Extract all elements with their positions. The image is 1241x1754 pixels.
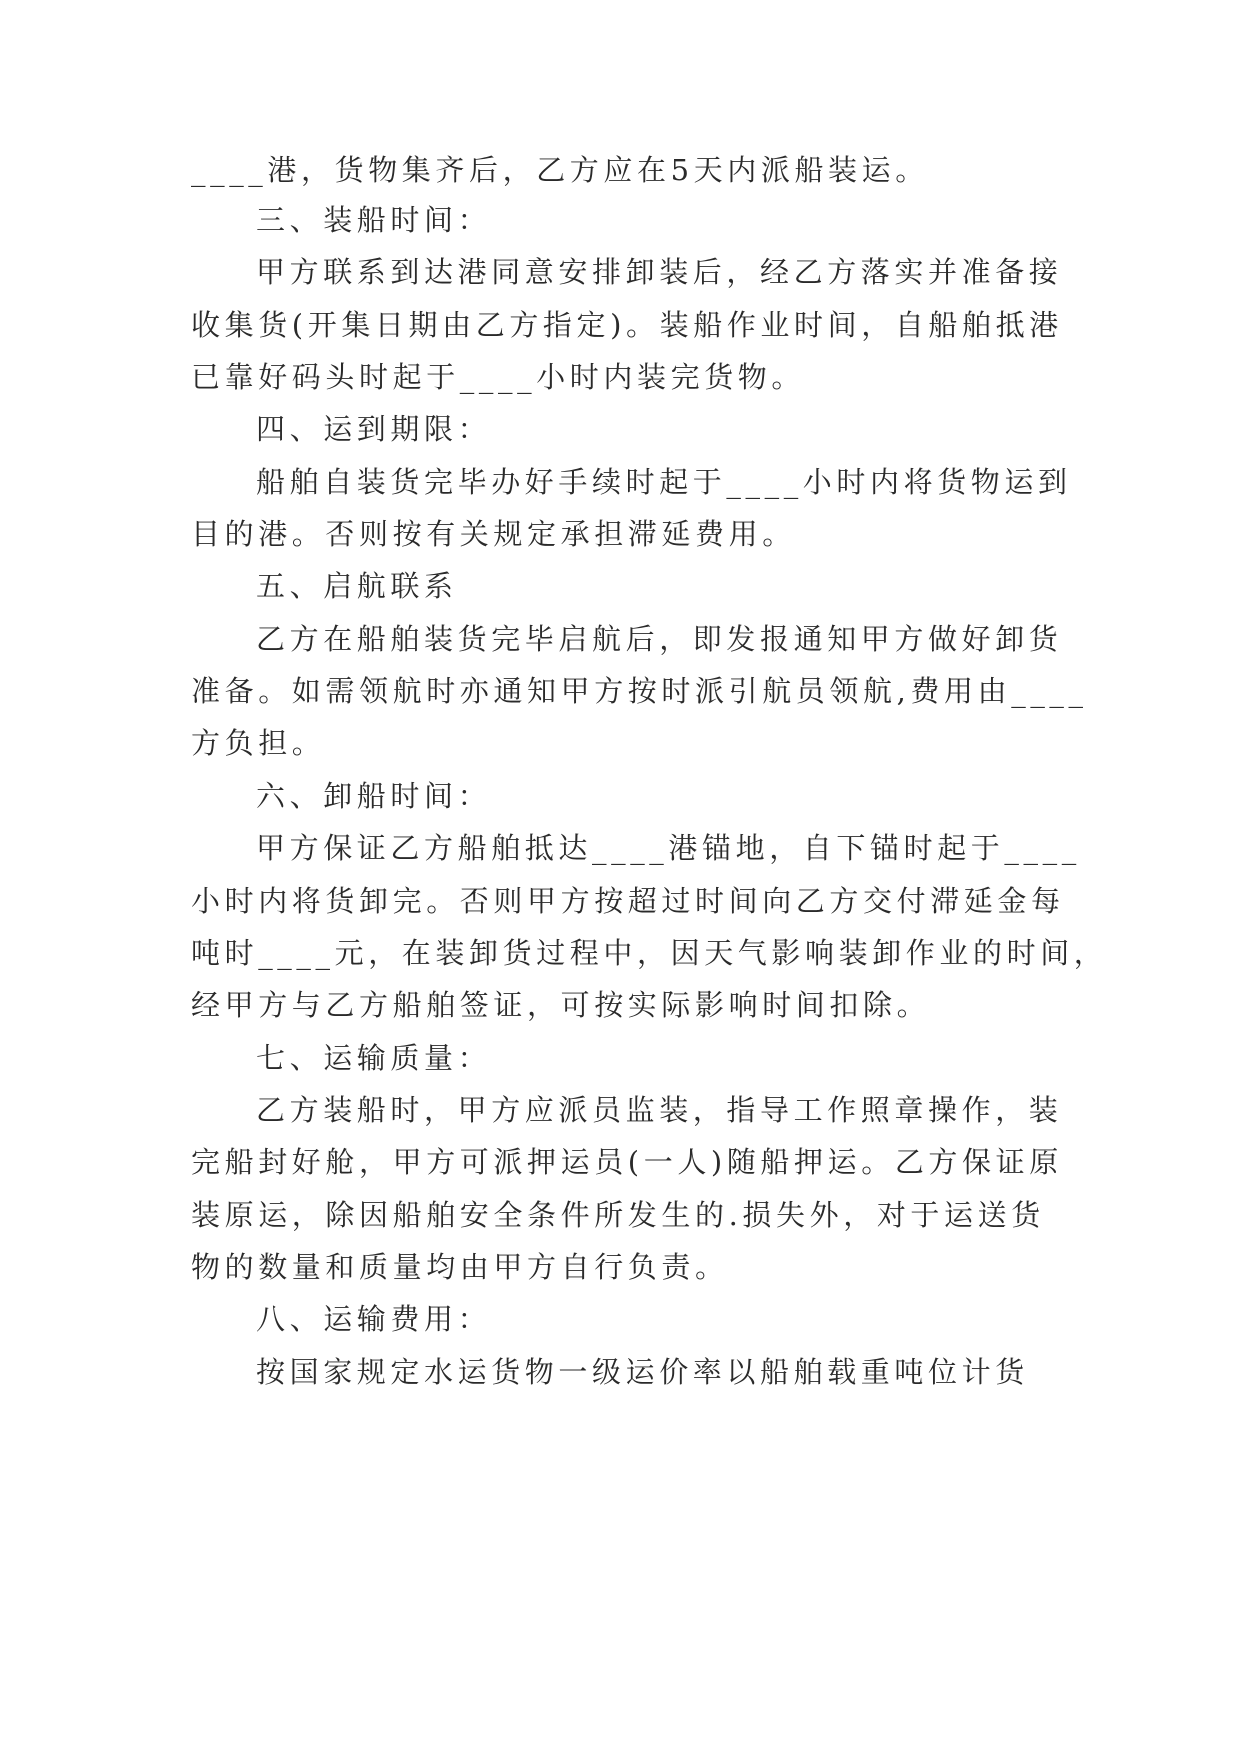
paragraph-line: 乙方在船舶装货完毕启航后，即发报通知甲方做好卸货: [256, 622, 1063, 656]
paragraph-line: 吨时____元，在装卸货过程中，因天气影响装卸作业的时间，: [191, 936, 1108, 970]
paragraph-line: 甲方保证乙方船舶抵达____港锚地，自下锚时起于____: [256, 831, 1081, 865]
paragraph-line: 物的数量和质量均由甲方自行负责。: [191, 1250, 729, 1284]
paragraph-line: 甲方联系到达港同意安排卸装后，经乙方落实并准备接: [256, 255, 1063, 289]
section-heading: 四、运到期限：: [256, 412, 492, 446]
paragraph-line: ____港，货物集齐后，乙方应在5天内派船装运。: [191, 153, 929, 187]
section-heading: 八、运输费用：: [256, 1302, 492, 1336]
paragraph-line: 目的港。否则按有关规定承担滞延费用。: [191, 517, 796, 551]
paragraph-line: 经甲方与乙方船舶签证，可按实际影响时间扣除。: [191, 988, 931, 1022]
paragraph-line: 装原运，除因船舶安全条件所发生的.损失外，对于运送货: [191, 1198, 1045, 1232]
section-heading: 七、运输质量：: [256, 1041, 492, 1075]
paragraph-line: 小时内将货卸完。否则甲方按超过时间向乙方交付滞延金每: [191, 884, 1065, 918]
paragraph-line: 准备。如需领航时亦通知甲方按时派引航员领航,费用由____: [191, 674, 1088, 708]
paragraph-line: 按国家规定水运货物一级运价率以船舶载重吨位计货: [256, 1355, 1029, 1389]
section-heading: 六、卸船时间：: [256, 779, 492, 813]
paragraph-line: 完船封好舱，甲方可派押运员(一人)随船押运。乙方保证原: [191, 1145, 1063, 1179]
paragraph-line: 乙方装船时，甲方应派员监装，指导工作照章操作，装: [256, 1093, 1063, 1127]
paragraph-line: 船舶自装货完毕办好手续时起于____小时内将货物运到: [256, 465, 1072, 499]
paragraph-line: 收集货(开集日期由乙方指定)。装船作业时间，自船舶抵港: [191, 308, 1063, 342]
section-heading: 五、启航联系: [256, 569, 458, 603]
paragraph-line: 方负担。: [191, 726, 326, 760]
paragraph-line: 已靠好码头时起于____小时内装完货物。: [191, 360, 806, 394]
section-heading: 三、装船时间：: [256, 203, 492, 237]
